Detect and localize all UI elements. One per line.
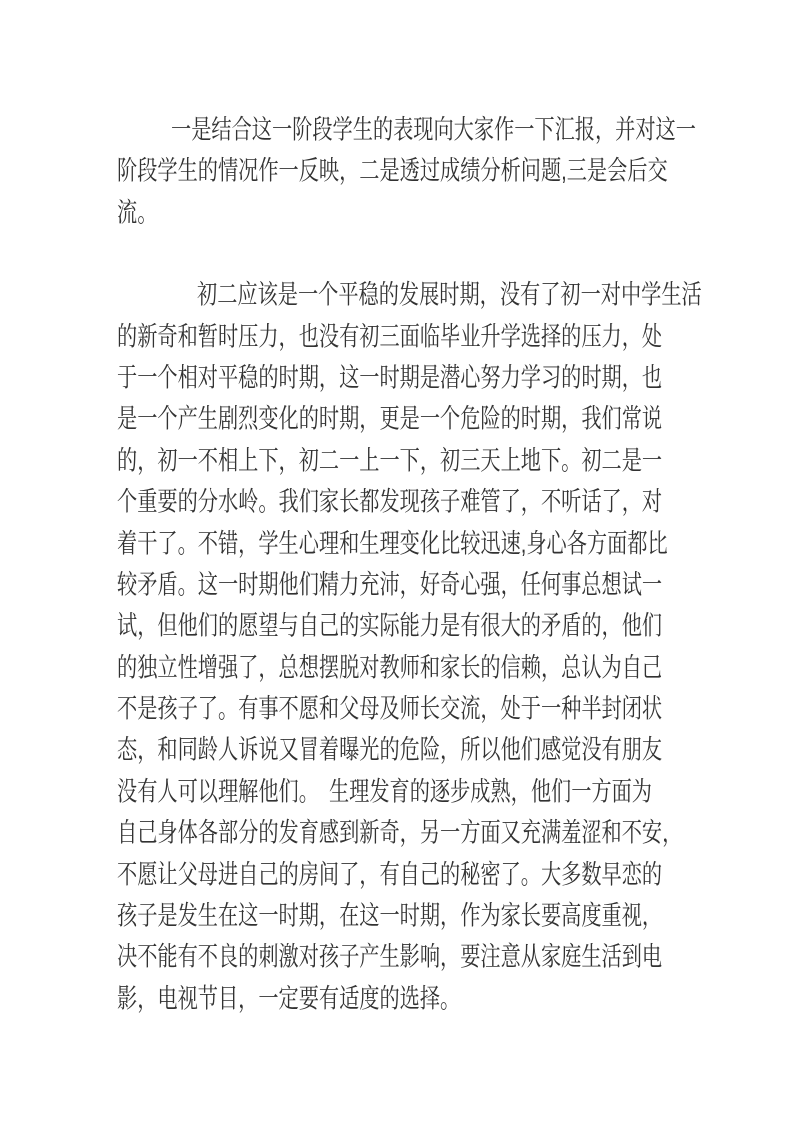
text-line: 初二应该是一个平稳的发展时期，没有了初一对中学生活 (197, 281, 702, 311)
text-line: 是一个产生剧烈变化的时期，更是一个危险的时期，我们常说 (117, 405, 663, 435)
text-line: 影，电视节目，一定要有适度的选择。 (117, 984, 461, 1015)
paragraph-intro (117, 111, 696, 235)
text-line: 试，但他们的愿望与自己的实际能力是有很大的矛盾的，他们 (117, 612, 663, 642)
text-line: 个重要的分水岭。我们家长都发现孩子难管了，不听话了，对 (117, 488, 663, 518)
text-line: 着干了。不错，学生心理和生理变化比较迅速,身心各方面都比 (117, 529, 668, 559)
text-line: 于一个相对平稳的时期，这一时期是潜心努力学习的时期，也 (117, 364, 663, 394)
text-line: 孩子是发生在这一时期，在这一时期，作为家长要高度重视， (117, 902, 663, 932)
paragraph-body (117, 276, 702, 1021)
text-line: 流。 (117, 198, 158, 229)
text-line: 自己身体各部分的发育感到新奇，另一方面又充满羞涩和不安， (117, 819, 683, 849)
text-line: 阶段学生的情况作一反映，二是透过成绩分析问题,三是会后交 (117, 157, 668, 187)
text-line: 没有人可以理解他们。 生理发育的逐步成熟，他们一方面为 (117, 777, 652, 808)
text-line: 的，初一不相上下，初二一上一下，初三天上地下。初二是一 (117, 446, 663, 477)
text-line: 态，和同龄人诉说又冒着曝光的危险，所以他们感觉没有朋友 (117, 736, 663, 766)
document-text-block (117, 111, 702, 1021)
text-line: 一是结合这一阶段学生的表现向大家作一下汇报，并对这一 (171, 116, 696, 146)
text-line: 决不能有不良的刺激对孩子产生影响，要注意从家庭生活到电 (117, 943, 663, 973)
text-line: 较矛盾。这一时期他们精力充沛，好奇心强，任何事总想试一 (117, 571, 663, 601)
text-line: 不是孩子了。有事不愿和父母及师长交流，处于一种半封闭状 (117, 695, 663, 725)
text-line: 不愿让父母进自己的房间了，有自己的秘密了。大多数早恋的 (117, 860, 663, 891)
text-line: 的新奇和暂时压力，也没有初三面临毕业升学选择的压力，处 (117, 322, 663, 352)
text-line: 的独立性增强了，总想摆脱对教师和家长的信赖，总认为自己 (117, 653, 663, 684)
